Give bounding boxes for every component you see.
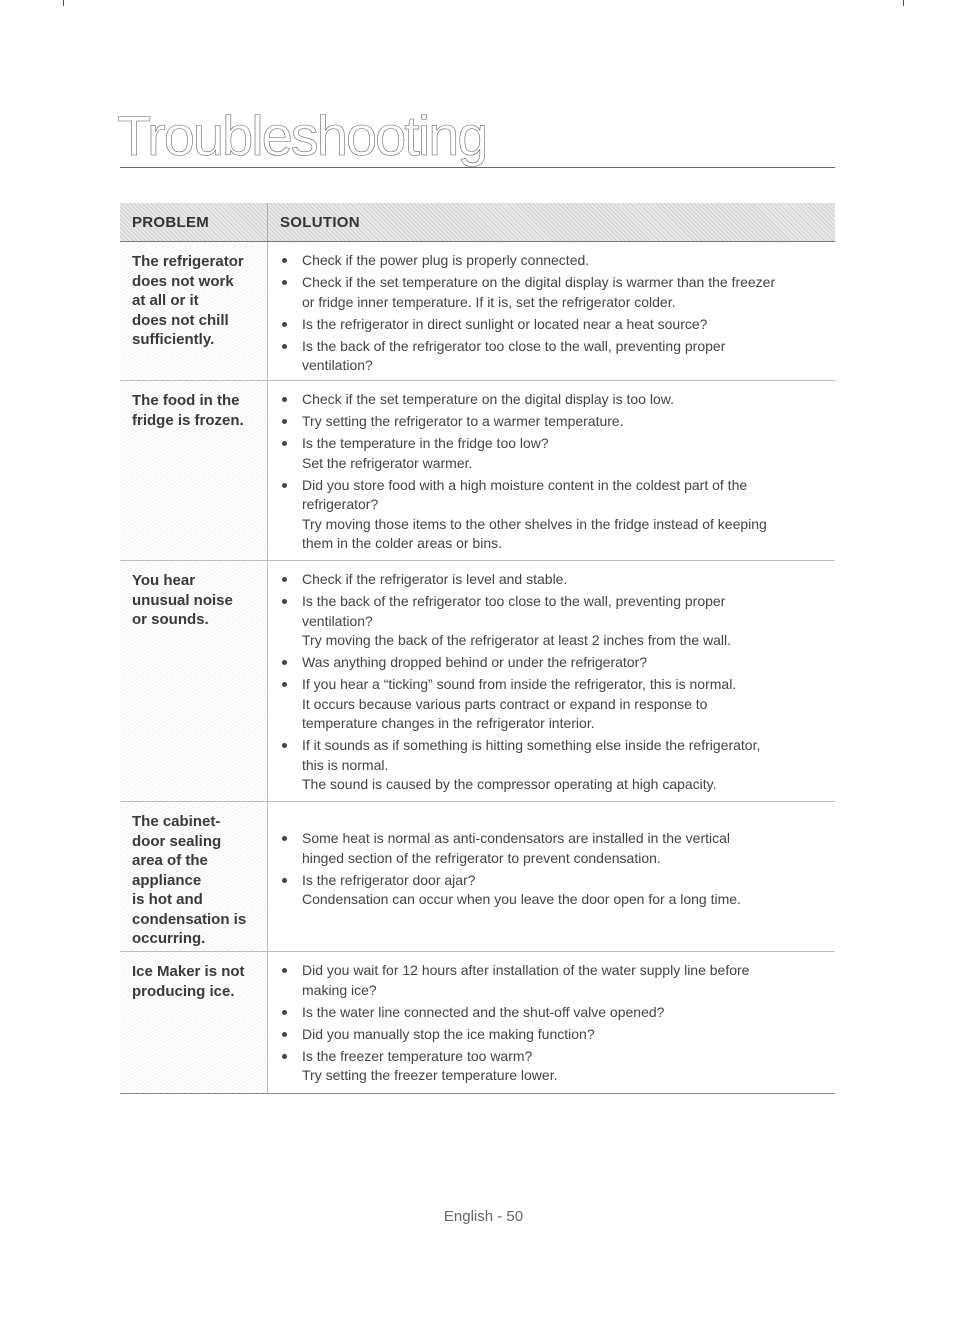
bullet-icon (282, 280, 287, 285)
problem-line: The refrigerator (132, 253, 244, 270)
solution-line: Some heat is normal as anti-condensators are installed in the vertical (302, 830, 730, 846)
solution-item (268, 653, 827, 673)
solution-item (268, 961, 827, 1000)
problem-line: condensation is (132, 910, 247, 928)
problem-line: Ice Maker is not (132, 963, 245, 980)
problem-cell (120, 952, 268, 1093)
bullet-icon (282, 441, 287, 446)
solution-cell (268, 242, 835, 380)
problem-cell (120, 561, 268, 801)
problem-line: at all or it (132, 292, 199, 309)
solution-line: Check if the refrigerator is level and stable. (302, 571, 568, 587)
bullet-icon (282, 878, 287, 883)
solution-line: Is the refrigerator in direct sunlight or located near a heat source? (302, 315, 708, 332)
solution-line: ventilation? (302, 612, 373, 629)
bullet-icon (282, 682, 287, 687)
solution-line: Did you store food with a high moisture content in the coldest part of the (302, 476, 748, 493)
table-header (120, 203, 835, 242)
solution-line: Try moving the back of the refrigerator at least 2 inches from the wall. (302, 632, 732, 648)
problem-cell (120, 381, 268, 560)
table-row (120, 381, 835, 561)
bullet-icon (282, 968, 287, 973)
solution-cell (268, 381, 835, 560)
solution-line: Is the back of the refrigerator too close to the wall, preventing proper (302, 593, 726, 609)
solution-item (268, 736, 827, 795)
solution-line: Is the freezer temperature too warm? (302, 1047, 533, 1064)
bullet-icon (282, 397, 287, 402)
header-solution: SOLUTION (280, 213, 360, 231)
solution-line: Check if the set temperature on the digital display is too low. (302, 391, 674, 407)
solution-cell (268, 952, 835, 1093)
solution-line: Is the water line connected and the shut-off valve opened? (302, 1003, 665, 1020)
solution-line: Condensation can occur when you leave the door open for a long time. (302, 891, 741, 907)
solution-line: Did you wait for 12 hours after installation of the water supply line before (302, 962, 750, 978)
bullet-icon (282, 599, 287, 604)
solution-item (268, 434, 827, 473)
solution-item (268, 675, 827, 734)
solution-line: hinged section of the refrigerator to prevent condensation. (302, 849, 661, 866)
solution-line: Check if the power plug is properly connected. (302, 252, 590, 268)
table-row (120, 952, 835, 1094)
bullet-icon (282, 660, 287, 665)
solution-item (268, 251, 827, 271)
bullet-icon (282, 483, 287, 488)
solution-line: ventilation? (302, 357, 373, 373)
problem-line: appliance (132, 871, 202, 889)
solution-item (268, 1003, 827, 1023)
bullet-icon (282, 419, 287, 424)
solution-item (268, 1047, 827, 1086)
solution-line: or fridge inner temperature. If it is, set the refrigerator colder. (302, 293, 676, 310)
troubleshooting-table (120, 203, 835, 1094)
problem-line: or sounds. (132, 611, 209, 628)
solution-item (268, 273, 827, 312)
solution-item (268, 871, 827, 910)
solution-line: making ice? (302, 981, 377, 998)
solution-line: The sound is caused by the compressor operating at high capacity. (302, 776, 717, 792)
crop-mark-left (63, 0, 64, 6)
solution-line: If you hear a “ticking” sound from inside the refrigerator, this is normal. (302, 676, 737, 692)
solution-line: If it sounds as if something is hitting something else inside the refrigerator, (302, 737, 761, 753)
page-title: Troubleshooting (117, 104, 487, 167)
solution-cell (268, 561, 835, 801)
problem-line: sufficiently. (132, 331, 215, 348)
crop-mark-right (903, 0, 904, 6)
solution-line: It occurs because various parts contract or expand in response to (302, 695, 708, 712)
solution-item (268, 390, 827, 410)
bullet-icon (282, 258, 287, 263)
bullet-icon (282, 1054, 287, 1059)
solution-line: Try moving those items to the other shelves in the fridge instead of keeping (302, 515, 767, 532)
solution-line: Try setting the freezer temperature lower. (302, 1067, 558, 1083)
problem-line: does not chill (132, 311, 229, 329)
problem-cell (120, 242, 268, 380)
page-footer: English - 50 (443, 1208, 524, 1225)
title-rule (120, 167, 835, 168)
problem-cell (120, 802, 268, 951)
solution-item (268, 829, 827, 868)
solution-line: Try setting the refrigerator to a warmer temperature. (302, 413, 624, 429)
problem-line: producing ice. (132, 982, 235, 1000)
solution-line: Was anything dropped behind or under the refrigerator? (302, 654, 648, 670)
solution-item (268, 337, 827, 376)
bullet-icon (282, 577, 287, 582)
problem-line: The cabinet- (132, 813, 221, 830)
problem-line: fridge is frozen. (132, 411, 244, 429)
solution-item (268, 476, 827, 554)
bullet-icon (282, 743, 287, 748)
solution-line: Did you manually stop the ice making function? (302, 1025, 595, 1042)
problem-line: is hot and (132, 891, 203, 908)
solution-line: Set the refrigerator warmer. (302, 454, 473, 471)
problem-line: does not work (132, 272, 234, 290)
problem-line: The food in the (132, 392, 240, 409)
problem-line: door sealing (132, 832, 222, 850)
header-problem: PROBLEM (120, 203, 268, 241)
table-row (120, 242, 835, 381)
bullet-icon (282, 836, 287, 841)
solution-cell (268, 802, 835, 951)
problem-line: area of the (132, 852, 208, 869)
bullet-icon (282, 322, 287, 327)
problem-line: You hear (132, 572, 196, 589)
table-row (120, 561, 835, 802)
problem-line: unusual noise (132, 591, 233, 609)
solution-line: them in the colder areas or bins. (302, 535, 502, 551)
solution-line: this is normal. (302, 756, 389, 773)
solution-line: refrigerator? (302, 496, 379, 512)
solution-line: Is the back of the refrigerator too close to the wall, preventing proper (302, 337, 726, 354)
solution-line: Check if the set temperature on the digital display is warmer than the freezer (302, 274, 776, 290)
bullet-icon (282, 344, 287, 349)
solution-item (268, 315, 827, 335)
table-row (120, 802, 835, 952)
bullet-icon (282, 1032, 287, 1037)
solution-item (268, 570, 827, 590)
solution-line: Is the temperature in the fridge too low? (302, 435, 549, 451)
bullet-icon (282, 1010, 287, 1015)
solution-item (268, 1025, 827, 1045)
solution-item (268, 412, 827, 432)
solution-line: Is the refrigerator door ajar? (302, 871, 476, 888)
problem-line: occurring. (132, 930, 206, 947)
solution-line: temperature changes in the refrigerator interior. (302, 715, 595, 731)
solution-item (268, 592, 827, 651)
